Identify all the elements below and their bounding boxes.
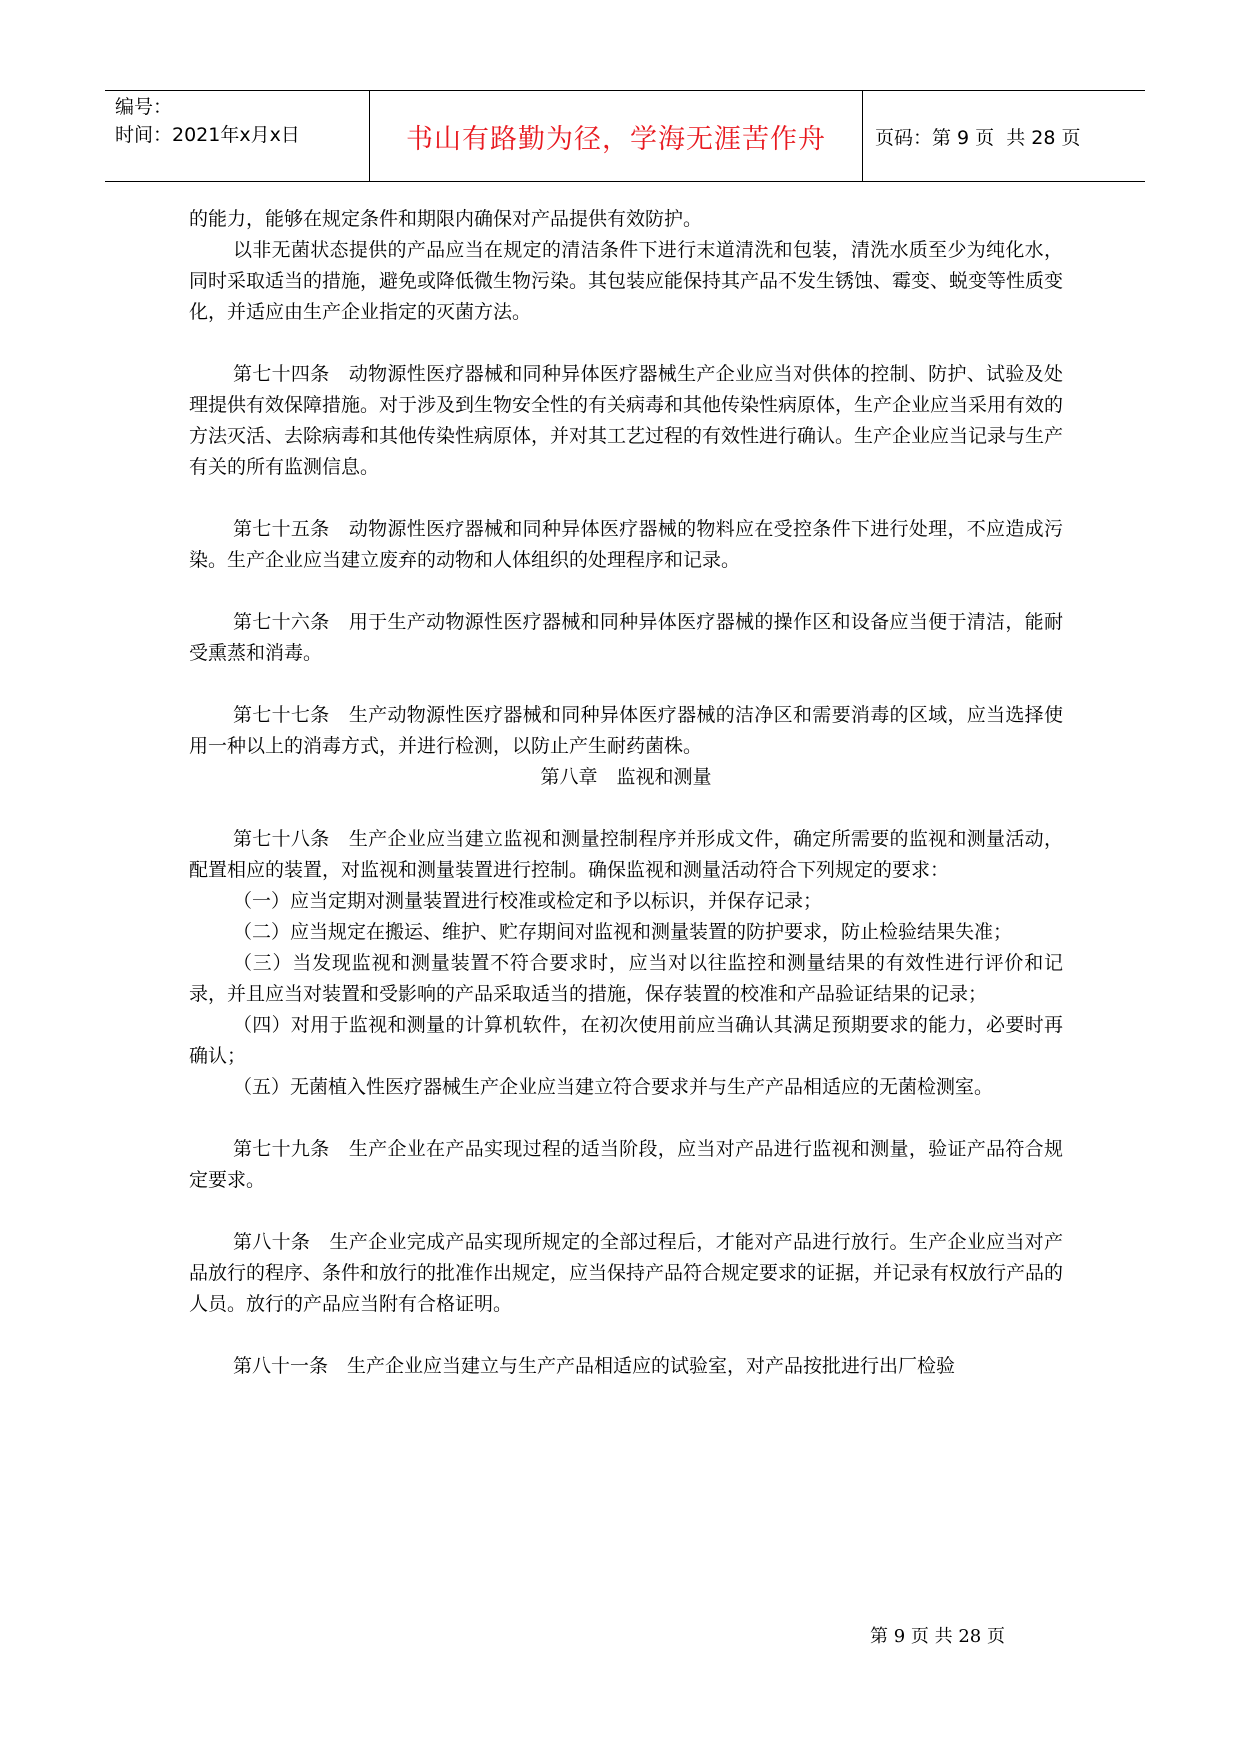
- list-item: （三）当发现监视和测量装置不符合要求时，应当对以往监控和测量结果的有效性进行评价和记录，并且应当对装置和受影响的产品采取适当的措施，保存装置的校准和产品验证结果的记录；: [189, 952, 1063, 1005]
- article-76: 第七十六条 用于生产动物源性医疗器械和同种异体医疗器械的操作区和设备应当便于清洁，能耐受熏蒸和消毒。: [189, 611, 1063, 664]
- document-time-label: 时间：2021年x月x日: [115, 124, 300, 146]
- article-78: 第七十八条 生产企业应当建立监视和测量控制程序并形成文件，确定所需要的监视和测量活动，配置相应的装置，对监视和测量装置进行控制。确保监视和测量活动符合下列规定的要求：: [189, 828, 1063, 881]
- header-divider: [862, 91, 863, 181]
- header-meta: [115, 93, 365, 149]
- header-motto: 书山有路勤为径，学海无涯苦作舟: [406, 123, 826, 155]
- document-number-label: 编号：: [115, 96, 173, 118]
- article-79: 第七十九条 生产企业在产品实现过程的适当阶段，应当对产品进行监视和测量，验证产品符合规定要求。: [189, 1138, 1063, 1191]
- paragraph: 以非无菌状态提供的产品应当在规定的清洁条件下进行末道清洗和包装，清洗水质至少为纯化水，同时采取适当的措施，避免或降低微生物污染。其包装应能保持其产品不发生锈蚀、霉变、蜕变等性质变化，并适应由生产企业指定的灭菌方法。: [189, 239, 1064, 323]
- page-header: [105, 90, 1145, 182]
- header-page-info: 页码：第 9 页 共 28 页: [875, 126, 1081, 149]
- article-80: 第八十条 生产企业完成产品实现所规定的全部过程后，才能对产品进行放行。生产企业应当对产品放行的程序、条件和放行的批准作出规定，应当保持产品符合规定要求的证据，并记录有权放行产品的人员。放行的产品应当附有合格证明。: [189, 1231, 1064, 1315]
- list-item: （一）应当定期对测量装置进行校准或检定和予以标识，并保存记录；: [233, 890, 823, 912]
- article-74: 第七十四条 动物源性医疗器械和同种异体医疗器械生产企业应当对供体的控制、防护、试验及处理提供有效保障措施。对于涉及到生物安全性的有关病毒和其他传染性病原体，生产企业应当采用有效的方法灭活、去除病毒和其他传染性病原体，并对其工艺过程的有效性进行确认。生产企业应当记录与生产有关的所有监测信息。: [189, 363, 1064, 478]
- paragraph: 的能力，能够在规定条件和期限内确保对产品提供有效防护。: [189, 208, 703, 230]
- article-77: 第七十七条 生产动物源性医疗器械和同种异体医疗器械的洁净区和需要消毒的区域，应当选择使用一种以上的消毒方式，并进行检测，以防止产生耐药菌株。: [189, 704, 1063, 757]
- page-footer: 第 9 页 共 28 页: [870, 1626, 1005, 1647]
- article-75: 第七十五条 动物源性医疗器械和同种异体医疗器械的物料应在受控条件下进行处理，不应造成污染。生产企业应当建立废弃的动物和人体组织的处理程序和记录。: [189, 518, 1063, 571]
- article-81: 第八十一条 生产企业应当建立与生产产品相适应的试验室，对产品按批进行出厂检验: [233, 1355, 956, 1377]
- header-divider: [369, 91, 370, 181]
- list-item: （五）无菌植入性医疗器械生产企业应当建立符合要求并与生产产品相适应的无菌检测室。: [233, 1076, 994, 1098]
- list-item: （四）对用于监视和测量的计算机软件，在初次使用前应当确认其满足预期要求的能力，必要时再确认；: [189, 1014, 1063, 1067]
- list-item: （二）应当规定在搬运、维护、贮存期间对监视和测量装置的防护要求，防止检验结果失准；: [233, 921, 1013, 943]
- document-body: [189, 204, 1063, 1382]
- chapter-heading: 第八章 监视和测量: [540, 766, 712, 788]
